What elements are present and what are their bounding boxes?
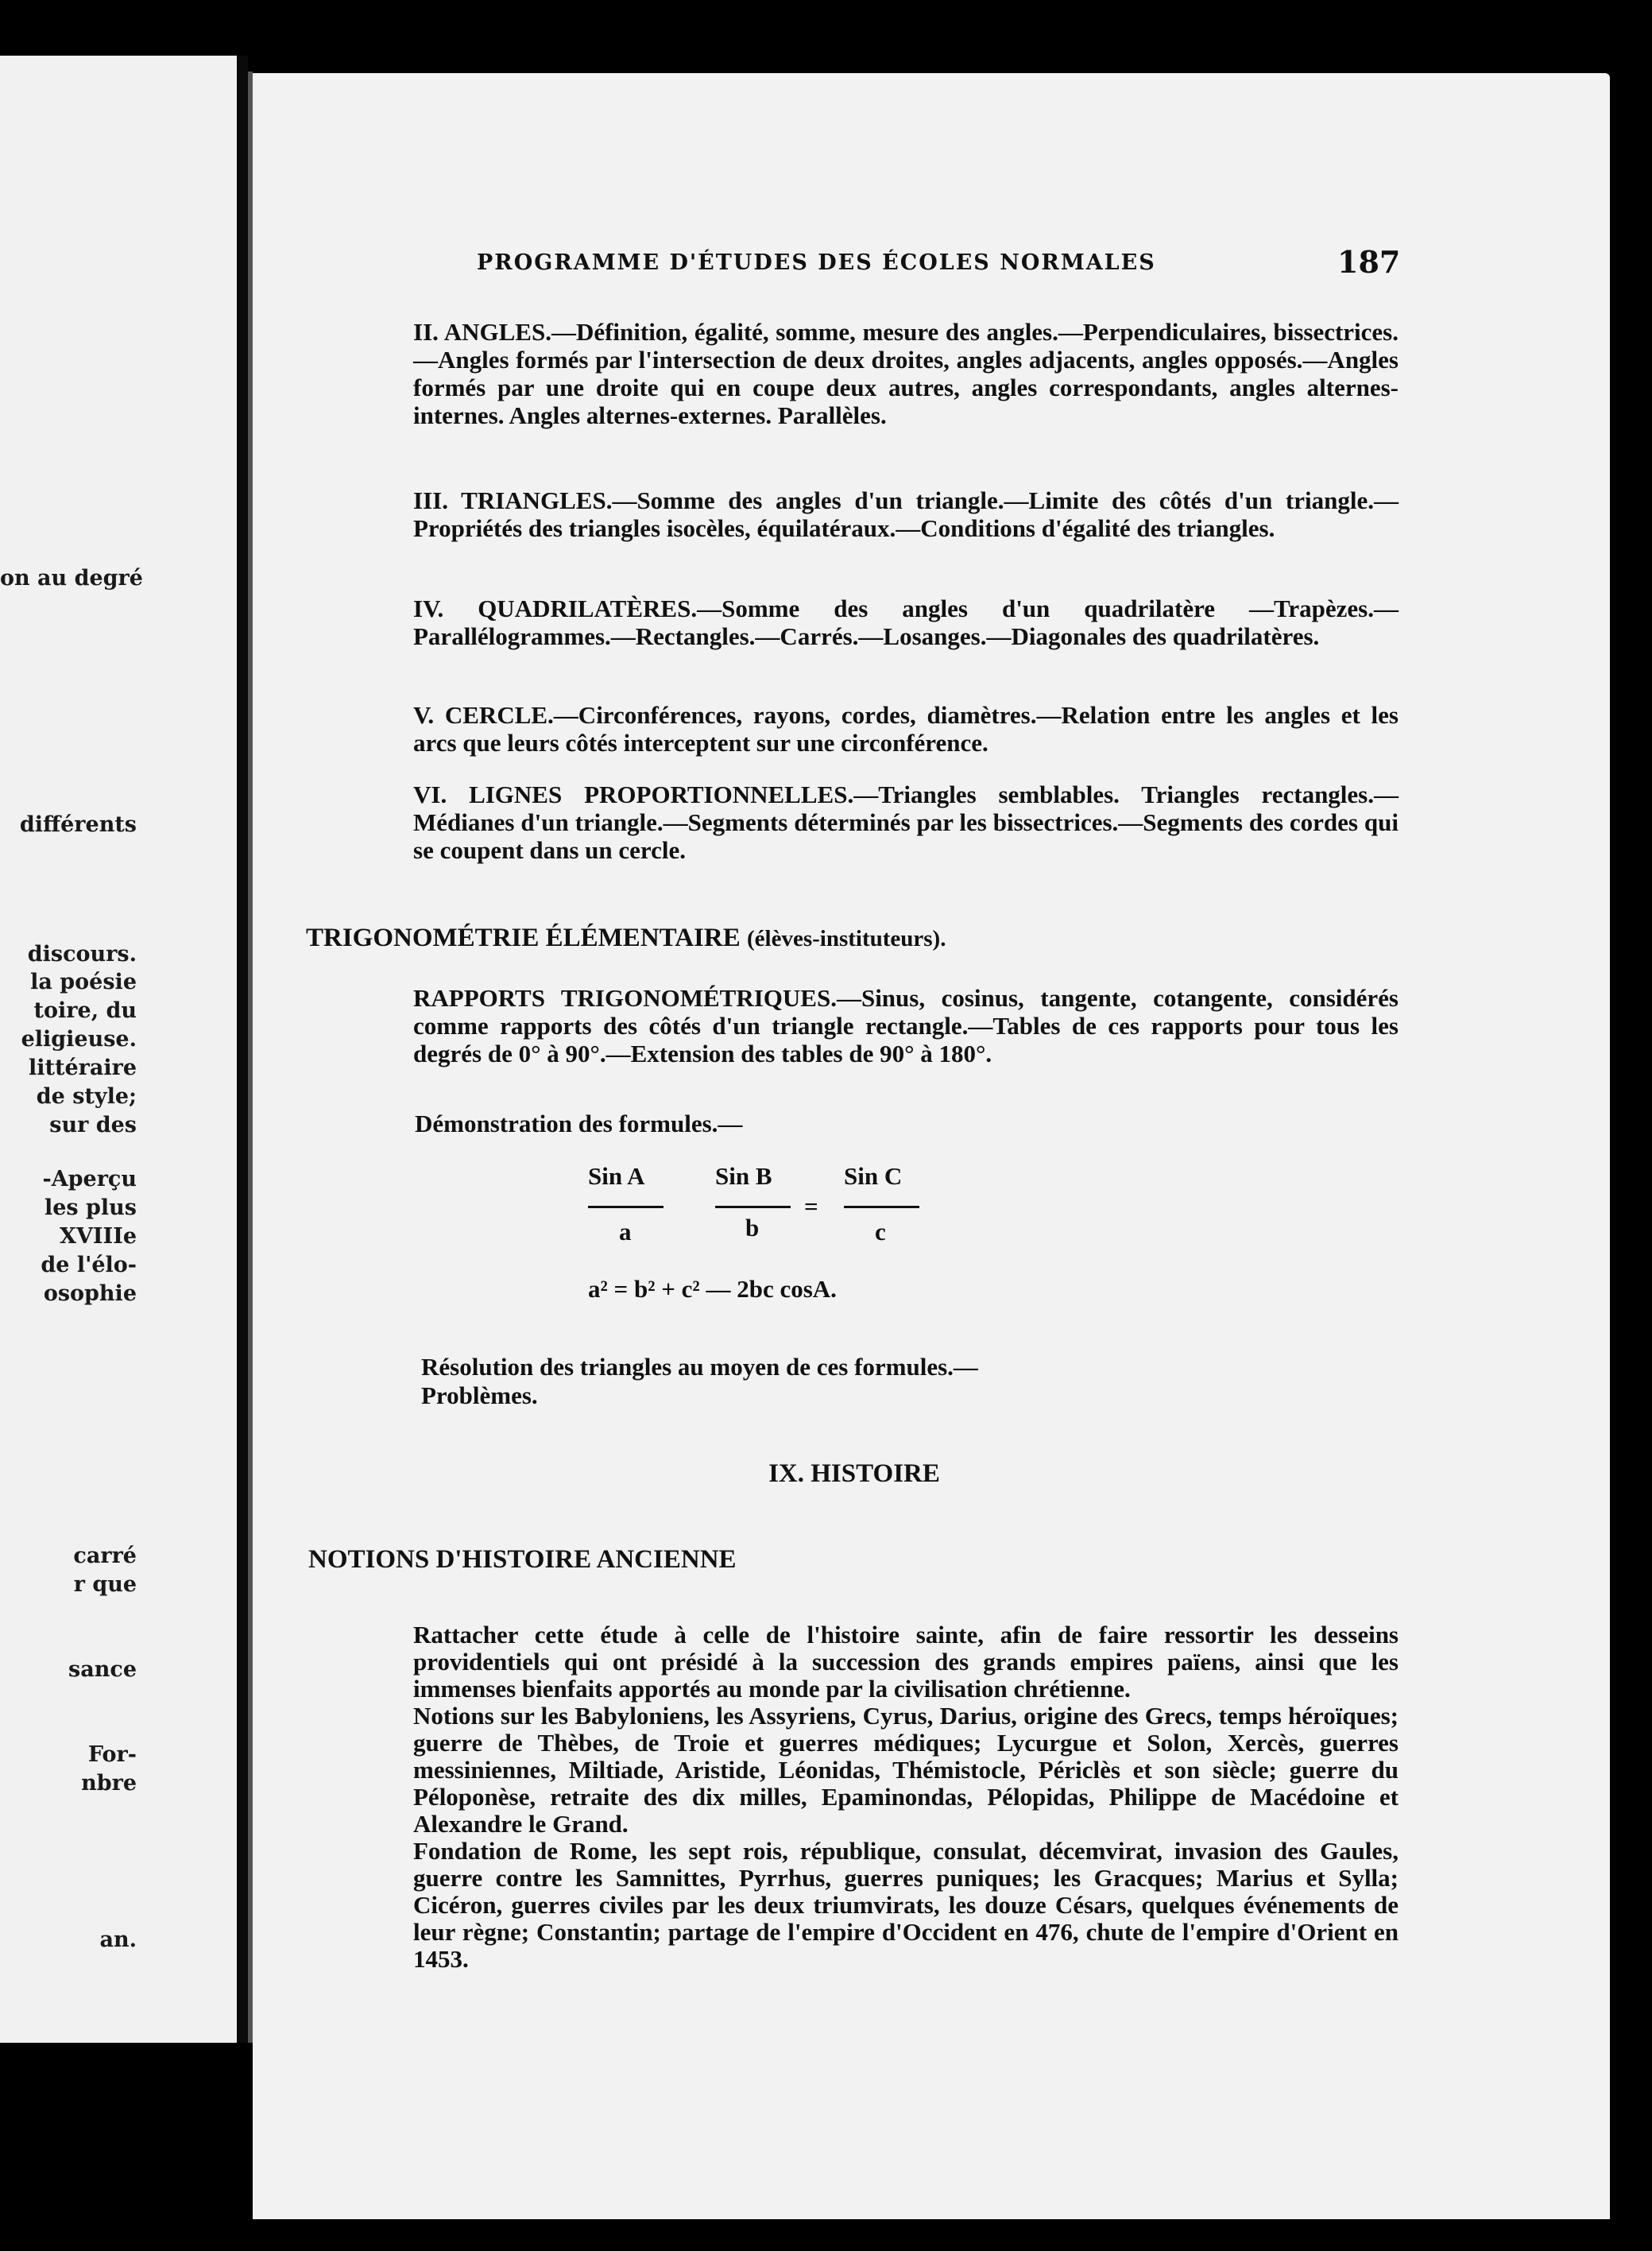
denominator-b: b xyxy=(745,1214,760,1242)
histoire-paragraph: Rattacher cette étude à celle de l'histoire sainte, afin de faire ressortir les desseins providentiels qui ont présidé à la succession des grands empires païens, ainsi que les immenses bienfaits apportés au monde par la civilisation chrétienne. xyxy=(413,1621,1399,1703)
left-fragment: de style; xyxy=(36,1084,137,1109)
denominator-c: c xyxy=(875,1218,886,1246)
chapter-histoire-title: IX. HISTOIRE xyxy=(768,1459,940,1488)
left-fragment: -Aperçu xyxy=(42,1167,137,1191)
equals-sign: = xyxy=(804,1192,818,1220)
left-fragment: nbre xyxy=(81,1771,137,1796)
section-quadrilateres: IV. QUADRILATÈRES.—Somme des angles d'un quadrilatère —Trapèzes.—Parallélogrammes.—Rectangles.—Carrés.—Losanges.—Diagonales des quadrilatères. xyxy=(413,595,1399,650)
histoire-paragraph: Fondation de Rome, les sept rois, république, consulat, décemvirat, invasion des Gaules, guerre contre les Samnittes, Pyrrhus, guerres puniques; les Gracques; Marius et Sylla; Cicéron, guerres civiles par les deux triumvirats, les douze Césars, quelques événements de leur règne; Constantin; partage de l'empire d'Occident en 476, chute de l'empire d'Orient en 1453. xyxy=(413,1837,1399,1973)
left-fragment: sance xyxy=(68,1657,137,1682)
left-fragment: osophie xyxy=(43,1281,137,1306)
fraction-bar-a xyxy=(588,1206,664,1208)
running-header: PROGRAMME D'ÉTUDES DES ÉCOLES NORMALES xyxy=(477,250,1156,275)
left-fragment: on au degré xyxy=(0,566,143,591)
trigonometrie-heading: TRIGONOMÉTRIE ÉLÉMENTAIRE (élèves-instituteurs). xyxy=(306,924,946,952)
sin-b: Sin B xyxy=(715,1162,772,1190)
left-fragment: les plus xyxy=(44,1195,137,1220)
left-fragment: différents xyxy=(19,812,137,837)
histoire-text xyxy=(358,1621,1399,1973)
page-number: 187 xyxy=(1337,244,1401,280)
cosine-law-formula: a² = b² + c² — 2bc cosA. xyxy=(588,1275,837,1303)
left-fragment: For- xyxy=(87,1742,137,1767)
histoire-ancienne-heading: NOTIONS D'HISTOIRE ANCIENNE xyxy=(308,1545,737,1574)
histoire-paragraph: Notions sur les Babyloniens, les Assyriens, Cyrus, Darius, origine des Grecs, temps héroïques; guerre de Thèbes, de Troie et guerres médiques; Lycurgue et Solon, Xercès, guerres messiniennes, Miltiade, Aristide, Léonidas, Thémistocle, Périclès et son siècle; guerre du Péloponèse, retraite des dix milles, Epaminondas, Pélopidas, Philippe de Macédoine et Alexandre le Grand. xyxy=(413,1702,1399,1838)
left-fragment: de l'élo- xyxy=(41,1253,137,1277)
left-fragment: littéraire xyxy=(28,1056,137,1080)
fraction-bar-c xyxy=(844,1206,919,1208)
demonstration-label: Démonstration des formules.— xyxy=(415,1110,743,1137)
fraction-bar-b xyxy=(715,1206,791,1208)
sin-a: Sin A xyxy=(588,1162,645,1190)
book-gutter xyxy=(237,56,248,2043)
section-angles: II. ANGLES.—Définition, égalité, somme, mesure des angles.—Perpendiculaires, bissectrices.—Angles formés par l'intersection de deux droites, angles adjacents, angles opposés.—Angles formés par une droite qui en coupe deux autres, angles correspondants, angles alternes-internes. Angles alternes-externes. Parallèles. xyxy=(413,318,1399,429)
left-fragment: XVIIIe xyxy=(60,1224,137,1249)
left-fragment: carré xyxy=(73,1544,137,1568)
left-fragment: an. xyxy=(99,1927,137,1952)
resolution-line: Résolution des triangles au moyen de ces formules.— xyxy=(421,1353,978,1381)
problemes-line: Problèmes. xyxy=(421,1381,538,1409)
section-cercle: V. CERCLE.—Circonférences, rayons, cordes, diamètres.—Relation entre les angles et les arcs que leurs côtés interceptent sur une circonférence. xyxy=(413,701,1399,757)
left-fragment: discours. xyxy=(27,942,137,967)
rapports-trigonometriques: RAPPORTS TRIGONOMÉTRIQUES.—Sinus, cosinus, tangente, cotangente, considérés comme rapports des côtés d'un triangle rectangle.—Tables de ces rapports pour tous les degrés de 0° à 90°.—Extension des tables de 90° à 180°. xyxy=(413,984,1399,1067)
left-fragment: sur des xyxy=(49,1113,137,1137)
left-fragment: la poésie xyxy=(30,970,137,994)
section-lignes-proportionnelles: VI. LIGNES PROPORTIONNELLES.—Triangles semblables. Triangles rectangles.—Médianes d'un triangle.—Segments déterminés par les bissectrices.—Segments des cordes qui se coupent dans un cercle. xyxy=(413,781,1399,864)
left-fragment: eligieuse. xyxy=(21,1027,137,1052)
denominator-a: a xyxy=(619,1218,632,1246)
sin-c: Sin C xyxy=(844,1162,903,1190)
section-triangles: III. TRIANGLES.—Somme des angles d'un triangle.—Limite des côtés d'un triangle.—Propriétés des triangles isocèles, équilatéraux.—Conditions d'égalité des triangles. xyxy=(413,486,1399,542)
left-fragment: toire, du xyxy=(33,998,137,1023)
left-fragment: r que xyxy=(73,1572,137,1597)
